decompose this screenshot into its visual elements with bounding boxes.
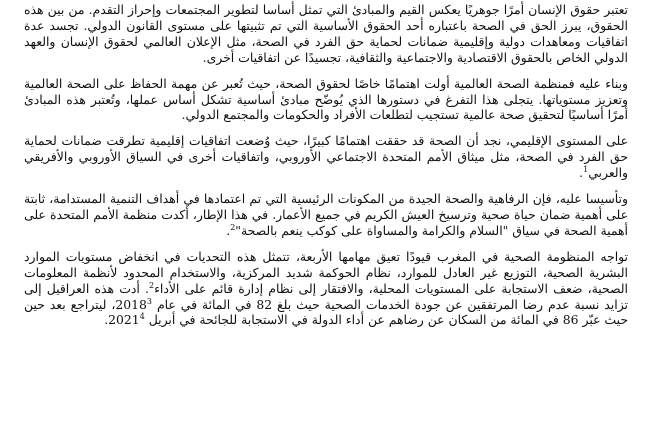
paragraph-tail: . (104, 312, 109, 328)
footnote-ref: 2 (148, 280, 155, 290)
paragraph-tail: . (579, 165, 584, 181)
paragraph-regional (24, 133, 628, 181)
paragraph-text: تعتبر حقوق الإنسان أمرًا جوهريًا يعكس القيم والمبادئ التي تمثل أساسا لتطوير المجتمعات وإحراز التقدم. من بين هذه الحقوق، يبرز الحق في الصحة باعتباره أحد الحقوق الأساسية التي تم تثبيتها على مستوى القانون الدولي. تجسد عدة اتفاقيات ومعاهدات دولية وإقليمية ضمانات لحماية حق الفرد في الصحة، مثل الإعلان العالمي لحقوق الإنسان والعهد الدولي الخاص بالحقوق الاقتصادية والاجتماعية والثقافية، تجسيدًا عن اتفاقيات أخرى. (24, 2, 628, 65)
footnote-ref: 1 (583, 165, 589, 175)
paragraph-text: ، ليتراجع بعد حين حيث عبّر 86 في المائة من السكان عن رضاهم عن أداء الدولة في الاستجابة للجائحة في أبريل 2021 (24, 296, 628, 328)
footnote-ref: 3 (146, 296, 153, 306)
footnote-ref: 4 (139, 312, 145, 322)
paragraph-text: على المستوى الإقليمي، نجد أن الصحة قد حققت اهتمامًا كبيرًا، حيث وُضعت اتفاقيات إقليمية تطرقت ضمانات لحماية حق الفرد في الصحة، مثل ميثاق الأمم المتحدة الاجتماعي الأوروبي، واتفاقيات أخرى في السياق الأوروبي والأفريقي والعربي (24, 133, 628, 181)
paragraph-sdg (24, 191, 628, 239)
paragraph-text: تواجه المنظومة الصحية في المغرب قيودًا تعيق مهامها الأربعة، تتمثل هذه التحديات في انخفاض مستويات الموارد البشرية الصحية، التوزيع غير العادل للموارد، نظام الحوكمة شديد المركزية، والاستخدام المحدود لأنظمة المعلومات الصحية، ضعف الاستجابة على المستويات المحلية، والافتقار إلى نظام إدارة قائم على الأداء (24, 248, 629, 296)
paragraph-human-rights (24, 2, 628, 66)
paragraph-morocco (24, 249, 628, 329)
footnote-ref: 2 (230, 222, 236, 232)
paragraph-text: . أدت هذه العراقيل إلى تزايد نسبة عدم رضا المرتفقين عن جودة الخدمات الصحية حيث بلغ 82 في المائة في عام 2018 (24, 280, 628, 312)
paragraph-text: وبناء عليه فمنظمة الصحة العالمية أولت اهتمامًا خاصًا لحقوق الصحة، حيث تُعبر عن مهمة الحفاظ على الصحة العالمية وتعزيز مستوياتها. يتجلى هذا التفرغ في دستورها الذي يُوضّح مبادئ أساسية تشكل أساس عملها، وتُعتبر هذه المبادئ أمرًا أساسيًا لتحقيق صحة عالمية تستجيب لتطلعات الأفراد والحكومات والمجتمع الدولي. (24, 75, 628, 123)
paragraph-text: وتأسيسا عليه، فإن الرفاهية والصحة الجيدة من المكونات الرئيسية التي تم اعتمادها في أهداف التنمية المستدامة، ثابتة على أهمية ضمان حياة صحية وترسيخ العيش الكريم في جميع الأعمار. في هذا الإطار، أكدت منظمة الأمم المتحدة على أهمية الصحة في سياق "السلام والكرامة والمساواة على كوكب ينعم بالصحة" (24, 191, 628, 238)
paragraph-tail: . (226, 222, 231, 238)
paragraph-who (24, 76, 628, 124)
